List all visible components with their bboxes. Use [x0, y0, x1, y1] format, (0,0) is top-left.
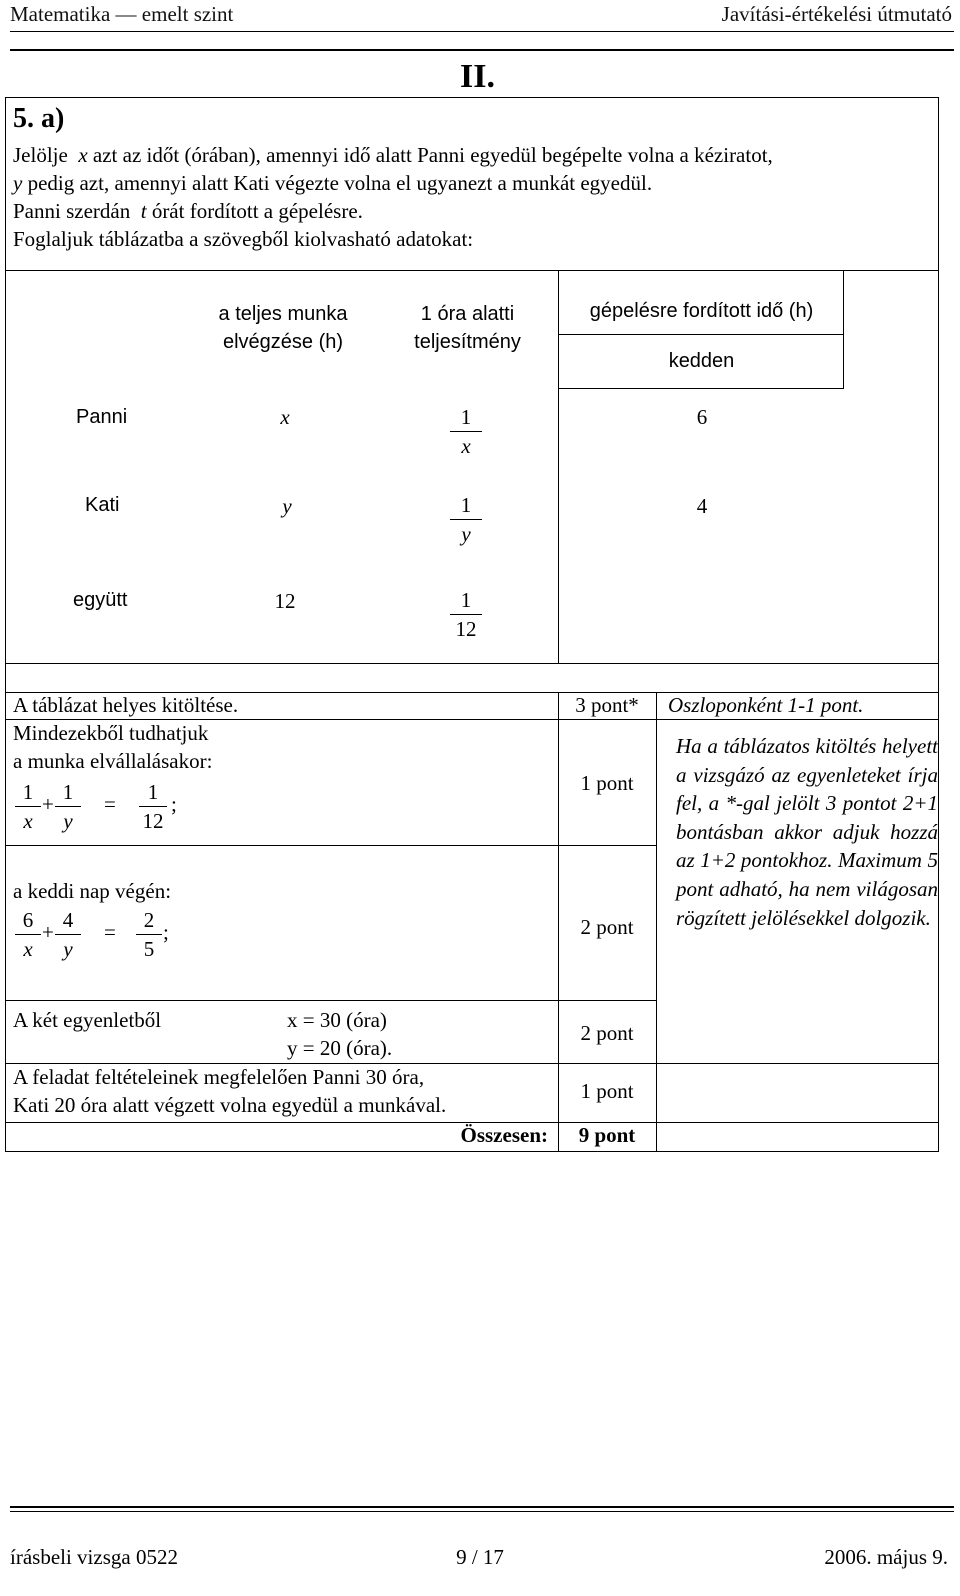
score-row-4-x: x = 30 (óra)	[287, 1008, 387, 1032]
score-row-4-points: 2 pont	[580, 1021, 634, 1045]
cell-time: 6	[696, 405, 708, 429]
frac-num: 4	[62, 908, 74, 932]
frac-den: 12	[142, 809, 164, 833]
score-row-line	[5, 719, 939, 720]
var-t: t	[140, 199, 147, 223]
frac-den: 5	[143, 937, 155, 961]
col-header-time: gépelésre fordított idő (h)	[589, 300, 814, 322]
table-col-divider	[843, 270, 844, 389]
frac-num: 1	[460, 405, 472, 429]
row-label-together: együtt	[73, 589, 128, 611]
intro-text: órát fordított a gépelésre.	[151, 199, 363, 223]
table-subheader-line	[558, 334, 844, 335]
frac-num: 1	[22, 780, 34, 804]
cell-rate	[446, 403, 486, 460]
frac-den: 12	[455, 617, 477, 641]
frac-den: y	[63, 809, 73, 833]
frac-num: 2	[143, 908, 155, 932]
intro-line-3	[13, 199, 363, 224]
col-header-text: elvégzése (h)	[222, 331, 344, 353]
eq1-equals: =	[104, 792, 116, 816]
intro-text: pedig azt, amennyi alatt Kati végezte volna el ugyanezt a munkát egyedül.	[27, 171, 653, 195]
table-top-border	[5, 270, 939, 271]
score-row-1-text: A táblázat helyes kitöltése.	[13, 693, 239, 717]
frac-num: 1	[460, 588, 472, 612]
frac-num: 1	[147, 780, 159, 804]
cell-total: y	[282, 494, 292, 518]
col-header-text: 1 óra alatti	[420, 303, 515, 325]
frac-den: y	[63, 937, 73, 961]
col-header-tuesday: kedden	[668, 350, 735, 372]
intro-text: Panni szerdán	[13, 199, 131, 223]
header-right: Javítási-értékelési útmutató	[721, 2, 952, 26]
eq1-semicolon: ;	[171, 792, 177, 816]
frac-den: y	[461, 522, 471, 546]
eq2-frac-c	[135, 906, 163, 963]
intro-text: Jelölje	[13, 143, 68, 167]
table-col-divider	[558, 270, 559, 663]
scoring-note: Ha a táblázatos kitöltés helyett a vizsgázó az egyenleteket írja fel, a *-gal jelölt 3 pontot 2+1 bontásban akkor adjuk hozzá az 1+2 pontokhoz. Maximum 5 pont adható, ha nem világosan rögzített jelölésekkel dolgozik.	[676, 734, 938, 930]
intro-line-1	[13, 143, 773, 168]
col-header-text: a teljes munka	[218, 303, 348, 325]
problem-label: 5. a)	[13, 103, 65, 134]
footer-left: írásbeli vizsga 0522	[10, 1545, 178, 1569]
score-row-2-text: a munka elvállalásakor:	[13, 749, 213, 773]
score-row-2-points: 1 pont	[580, 771, 634, 795]
intro-line-4: Foglaljuk táblázatba a szövegből kiolvasható adatokat:	[13, 227, 474, 251]
score-row-3-text: a keddi nap végén:	[13, 879, 172, 903]
footer-page: 9 / 17	[456, 1545, 504, 1569]
score-row-line	[5, 1000, 657, 1001]
score-row-line	[5, 1063, 939, 1064]
eq1-frac-c	[138, 778, 168, 835]
eq1-plus: +	[42, 792, 54, 816]
frac-num: 1	[62, 780, 74, 804]
score-row-5-text: Kati 20 óra alatt végzett volna egyedül a munkával.	[13, 1093, 447, 1117]
total-points: 9 pont	[578, 1123, 636, 1147]
score-col-divider	[656, 692, 657, 1152]
footer-right: 2006. május 9.	[824, 1545, 948, 1569]
frac-num: 1	[460, 493, 472, 517]
intro-text: azt az időt (órában), amennyi idő alatt Panni egyedül begépelte volna a kéziratot,	[92, 143, 773, 167]
score-row-line	[5, 845, 657, 846]
intro-line-2	[13, 171, 652, 196]
cell-rate	[446, 491, 486, 548]
var-x: x	[78, 143, 88, 167]
score-row-4-text: A két egyenletből	[13, 1008, 162, 1032]
eq1-frac-b	[54, 778, 82, 835]
header-rule-thin	[10, 31, 954, 32]
eq2-plus: +	[42, 920, 54, 944]
score-row-4-y: y = 20 (óra).	[287, 1036, 393, 1060]
score-row-2-text: Mindezekből tudhatjuk	[13, 721, 209, 745]
frac-den: x	[461, 434, 471, 458]
footer-rule-thick	[10, 1506, 954, 1508]
cell-rate	[446, 586, 486, 643]
eq2-equals: =	[104, 920, 116, 944]
row-label-kati: Kati	[85, 494, 120, 516]
total-label: Összesen:	[460, 1123, 548, 1147]
cell-time: 4	[696, 494, 708, 518]
eq2-semicolon: ;	[163, 920, 169, 944]
header-left: Matematika — emelt szint	[10, 2, 234, 26]
frac-num: 6	[22, 908, 34, 932]
score-row-1-note: Oszloponként 1-1 pont.	[668, 693, 864, 717]
var-y: y	[13, 171, 23, 195]
table-subheader-line	[558, 388, 844, 389]
table-bottom-border	[5, 663, 939, 664]
footer-rule-thin	[10, 1511, 954, 1512]
cell-total: x	[280, 405, 290, 429]
eq2-frac-a	[14, 906, 42, 963]
section-title: II.	[460, 58, 495, 95]
frac-den: x	[23, 809, 33, 833]
score-row-1-points: 3 pont*	[575, 693, 639, 717]
score-row-5-points: 1 pont	[580, 1079, 634, 1103]
score-row-3-points: 2 pont	[580, 915, 634, 939]
row-label-panni: Panni	[76, 406, 128, 428]
eq2-frac-b	[54, 906, 82, 963]
col-header-rate	[380, 300, 555, 356]
col-header-text: teljesítmény	[414, 331, 521, 353]
header-rule-thick	[10, 49, 954, 51]
eq1-frac-a	[14, 778, 42, 835]
score-row-5-text: A feladat feltételeinek megfelelően Panni 30 óra,	[13, 1065, 425, 1089]
col-header-total	[193, 300, 373, 356]
frac-den: x	[23, 937, 33, 961]
cell-total: 12	[274, 589, 296, 613]
